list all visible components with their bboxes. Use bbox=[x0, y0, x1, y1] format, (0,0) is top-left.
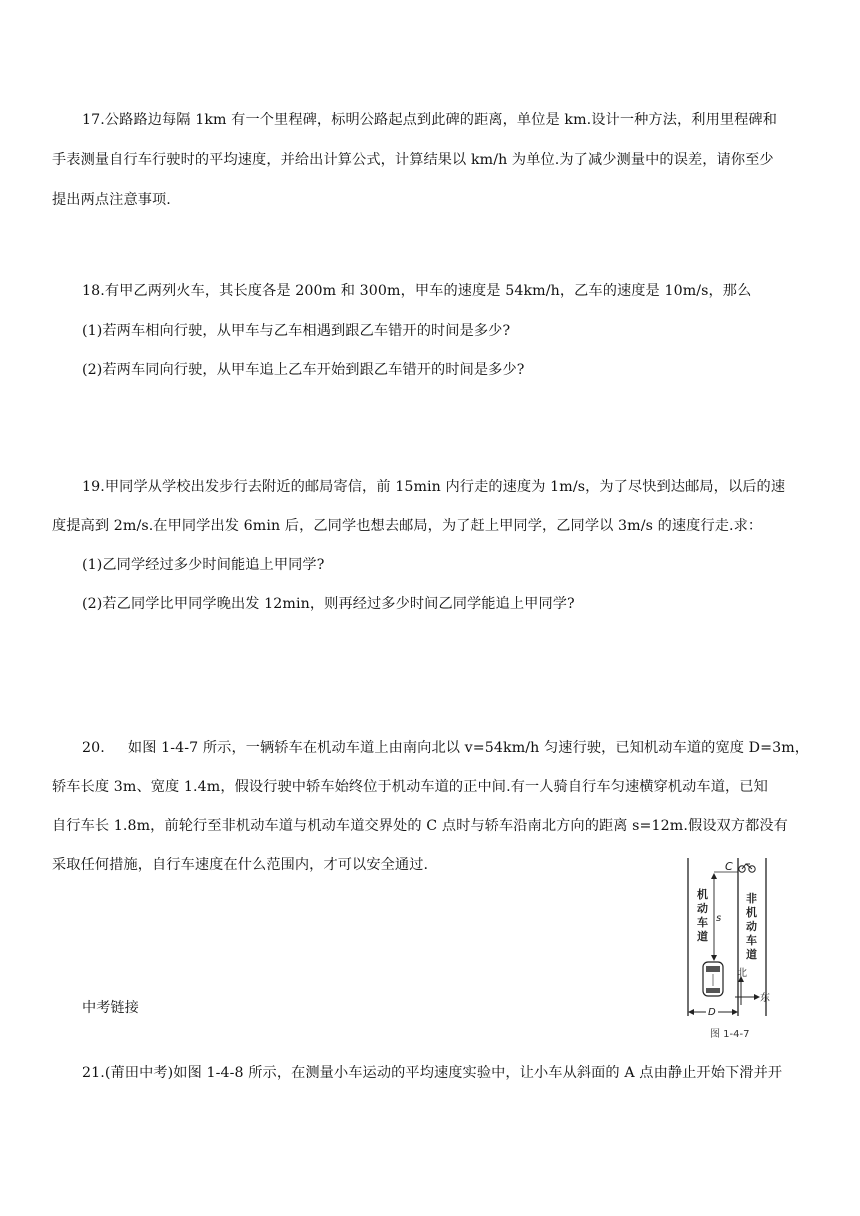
q19-line-1: 19.甲同学从学校出发步行去附近的邮局寄信，前 15min 内行走的速度为 1m/s，为了尽快到达邮局，以后的速 bbox=[82, 479, 786, 495]
label-s: s bbox=[716, 913, 722, 924]
q21-line-1: 21.(莆田中考)如图 1-4-8 所示，在测量小车运动的平均速度实验中，让小车从斜面的 A 点由静止开始下滑并开 bbox=[82, 1065, 783, 1081]
q19-line-2: 度提高到 2m/s.在甲同学出发 6min 后，乙同学也想去邮局，为了赶上甲同学，乙同学以 3m/s 的速度行走.求： bbox=[52, 518, 763, 534]
q17-line-2: 手表测量自行车行驶时的平均速度，并给出计算公式，计算结果以 km/h 为单位.为了减少测量中的误差，请你至少 bbox=[52, 152, 774, 168]
q17-line-1: 17.公路路边每隔 1km 有一个里程碑，标明公路起点到此碑的距离，单位是 km.设计一种方法，利用里程碑和 bbox=[82, 112, 778, 128]
q19-part-1: (1)乙同学经过多少时间能追上甲同学? bbox=[82, 557, 325, 573]
nonmotor-lane-label: 非机动车道 bbox=[746, 892, 757, 961]
q17-line-3: 提出两点注意事项. bbox=[52, 192, 171, 208]
q20-line-4: 采取任何措施，自行车速度在什么范围内，才可以安全通过. bbox=[52, 857, 429, 873]
label-d: D bbox=[708, 1007, 716, 1018]
q19-part-2: (2)若乙同学比甲同学晚出发 12min，则再经过多少时间乙同学能追上甲同学? bbox=[82, 596, 575, 612]
car-icon bbox=[703, 962, 723, 996]
motor-lane-label: 机动车道 bbox=[697, 888, 708, 943]
compass-icon bbox=[735, 976, 760, 1005]
figure-1-4-7 bbox=[678, 852, 788, 1042]
label-north: 北 bbox=[737, 968, 747, 979]
figure-caption: 图 1-4-7 bbox=[710, 1029, 750, 1040]
section-heading: 中考链接 bbox=[82, 1000, 139, 1016]
q20-line-3: 自行车长 1.8m，前轮行至非机动车道与机动车道交界处的 C 点时与轿车沿南北方向的距离 s=12m.假设双方都没有 bbox=[52, 818, 788, 834]
bicycle-icon bbox=[739, 864, 755, 872]
q20-line-2: 轿车长度 3m、宽度 1.4m，假设行驶中轿车始终位于机动车道的正中间.有一人骑自行车匀速横穿机动车道，已知 bbox=[52, 779, 768, 795]
label-c: C bbox=[725, 860, 733, 873]
q18-part-1: (1)若两车相向行驶，从甲车与乙车相遇到跟乙车错开的时间是多少? bbox=[82, 323, 511, 339]
q18-line-1: 18.有甲乙两列火车，其长度各是 200m 和 300m，甲车的速度是 54km/h，乙车的速度是 10m/s，那么 bbox=[82, 283, 752, 299]
q18-part-2: (2)若两车同向行驶，从甲车追上乙车开始到跟乙车错开的时间是多少? bbox=[82, 362, 525, 378]
label-east: 东 bbox=[760, 993, 770, 1004]
q20-line-1: 20. 如图 1-4-7 所示，一辆轿车在机动车道上由南向北以 v=54km/h 匀速行驶，已知机动车道的宽度 D=3m， bbox=[82, 740, 810, 756]
